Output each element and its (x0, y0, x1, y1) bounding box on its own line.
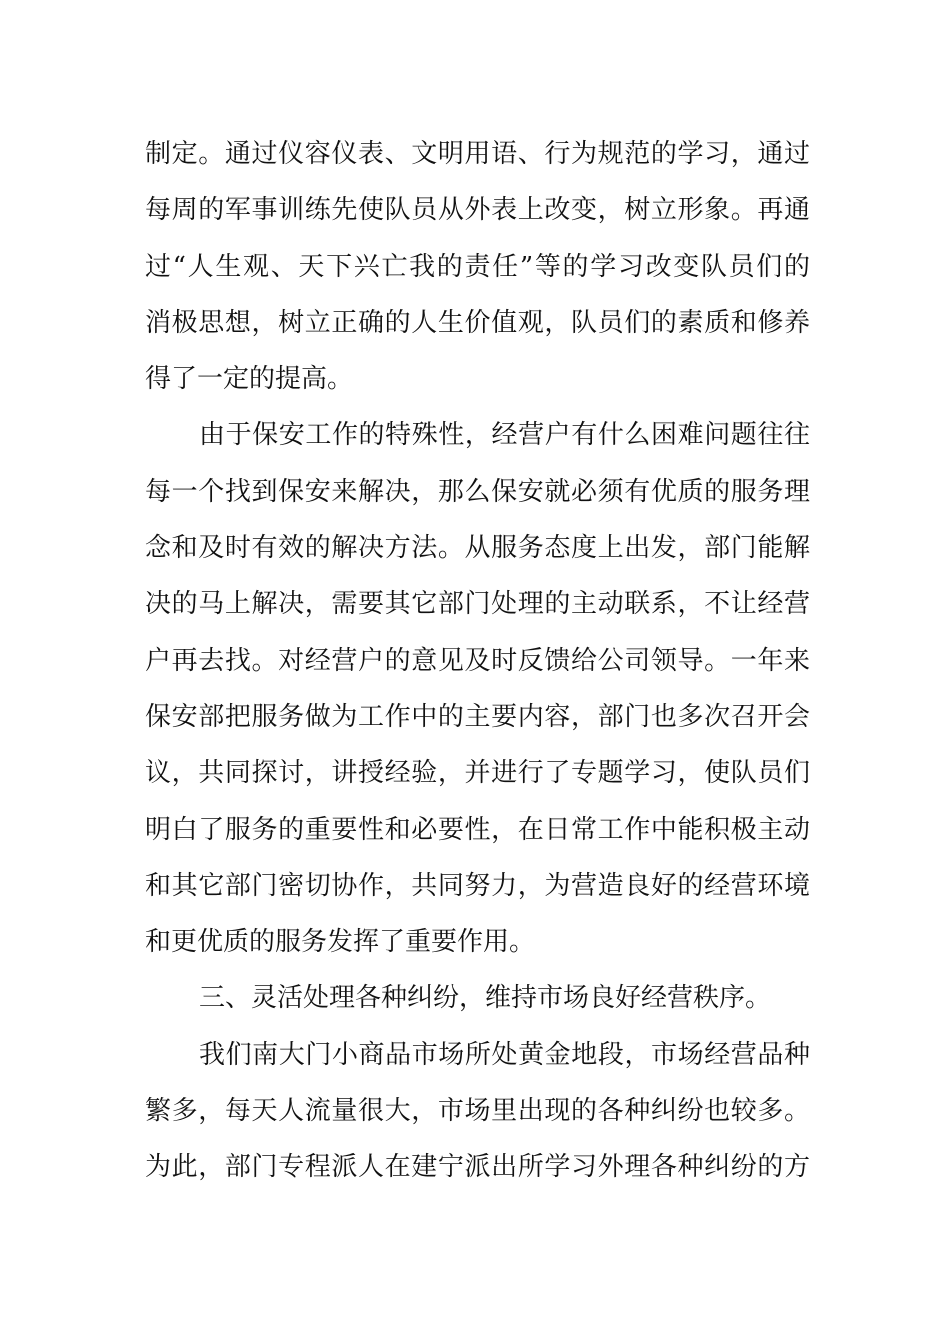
text-line: 和更优质的服务发挥了重要作用。 (145, 927, 536, 958)
text-line: 为此，部门专程派人在建宁派出所学习外理各种纠纷的方 (145, 1152, 810, 1183)
text-line: 三、灵活处理各种纠纷，维持市场良好经营秩序。 (199, 983, 772, 1014)
text-line: 过“人生观、天下兴亡我的责任”等的学习改变队员们的 (145, 251, 810, 282)
text-line: 户再去找。对经营户的意见及时反馈给公司领导。一年来 (145, 645, 810, 676)
text-line: 明白了服务的重要性和必要性，在日常工作中能积极主动 (145, 814, 810, 845)
text-line: 制定。通过仪容仪表、文明用语、行为规范的学习，通过 (145, 139, 810, 169)
text-line: 和其它部门密切协作，共同努力，为营造良好的经营环境 (145, 870, 810, 901)
text-line: 议，共同探讨，讲授经验，并进行了专题学习，使队员们 (145, 758, 810, 789)
text-line: 保安部把服务做为工作中的主要内容，部门也多次召开会 (145, 701, 810, 732)
body-text (145, 126, 810, 1196)
text-line: 消极思想，树立正确的人生价值观，队员们的素质和修养 (145, 307, 810, 338)
text-line: 念和及时有效的解决方法。从服务态度上出发，部门能解 (145, 533, 810, 564)
text-line: 每周的军事训练先使队员从外表上改变，树立形象。再通 (145, 195, 810, 226)
text-line: 每一个找到保安来解决，那么保安就必须有优质的服务理 (145, 476, 810, 507)
text-line: 我们南大门小商品市场所处黄金地段，市场经营品种 (199, 1039, 810, 1070)
text-line: 得了一定的提高。 (145, 364, 354, 395)
text-line: 由于保安工作的特殊性，经营户有什么困难问题往往 (199, 420, 810, 451)
text-line: 繁多，每天人流量很大，市场里出现的各种纠纷也较多。 (145, 1096, 810, 1127)
text-line: 决的马上解决，需要其它部门处理的主动联系，不让经营 (145, 589, 810, 620)
